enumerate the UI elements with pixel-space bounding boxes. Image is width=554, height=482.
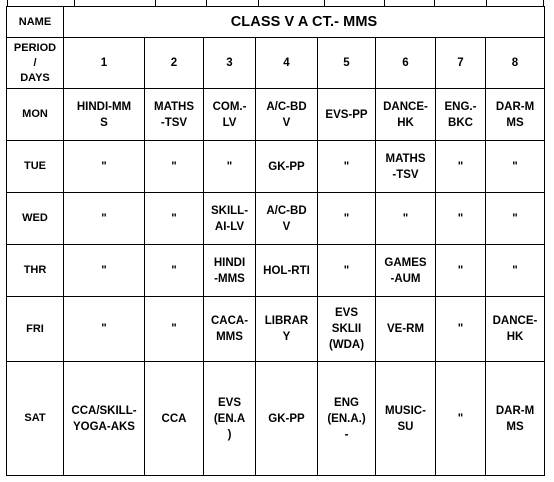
period-number: 1 [64,38,145,89]
subject-cell: GK-PP [256,362,318,476]
subject-cell: " [64,193,145,245]
day-row-mon [7,89,545,141]
subject-cell: COM.- LV [204,89,256,141]
subject-cell: MATHS -TSV [145,89,204,141]
day-row-fri [7,297,545,362]
subject-cell: LIBRAR Y [256,297,318,362]
period-number: 6 [376,38,436,89]
subject-cell: " [318,141,376,193]
subject-cell: VE-RM [376,297,436,362]
subject-cell: " [204,141,256,193]
subject-cell: " [376,193,436,245]
period-number: 5 [318,38,376,89]
day-label: TUE [7,141,64,193]
subject-cell: " [486,141,545,193]
subject-cell: ENG.- BKC [436,89,486,141]
subject-cell: " [145,193,204,245]
subject-cell: " [145,297,204,362]
subject-cell: MATHS -TSV [376,141,436,193]
day-row-tue [7,141,545,193]
day-label: MON [7,89,64,141]
title-row [7,7,545,38]
subject-cell: HINDI -MMS [204,245,256,297]
subject-cell: " [436,362,486,476]
subject-cell: " [436,297,486,362]
day-label: FRI [7,297,64,362]
subject-cell: " [436,245,486,297]
subject-cell: CCA [145,362,204,476]
subject-cell: " [486,193,545,245]
subject-cell: EVS-PP [318,89,376,141]
day-label: THR [7,245,64,297]
subject-cell: " [436,141,486,193]
subject-cell: " [486,245,545,297]
subject-cell: EVS SKLII (WDA) [318,297,376,362]
day-label: WED [7,193,64,245]
subject-cell: GK-PP [256,141,318,193]
name-label: NAME [7,7,64,38]
subject-cell: HOL-RTI [256,245,318,297]
subject-cell: A/C-BD V [256,89,318,141]
subject-cell: " [145,245,204,297]
subject-cell: " [64,141,145,193]
subject-cell: " [64,245,145,297]
subject-cell: CCA/SKILL- YOGA-AKS [64,362,145,476]
day-row-sat [7,362,545,476]
subject-cell: HINDI-MM S [64,89,145,141]
period-number: 3 [204,38,256,89]
period-number: 4 [256,38,318,89]
period-number: 8 [486,38,545,89]
subject-cell: DAR-M MS [486,89,545,141]
subject-cell: MUSIC- SU [376,362,436,476]
subject-cell: CACA- MMS [204,297,256,362]
subject-cell: EVS (EN.A ) [204,362,256,476]
period-days-label: PERIOD / DAYS [7,38,64,89]
day-row-thr [7,245,545,297]
timetable [6,6,545,476]
subject-cell: A/C-BD V [256,193,318,245]
period-number: 7 [436,38,486,89]
subject-cell: " [318,193,376,245]
subject-cell: " [64,297,145,362]
subject-cell: GAMES -AUM [376,245,436,297]
day-label: SAT [7,362,64,476]
period-header-row [7,38,545,89]
class-title: CLASS V A CT.- MMS [64,7,545,38]
subject-cell: " [318,245,376,297]
day-row-wed [7,193,545,245]
subject-cell: ENG (EN.A.) - [318,362,376,476]
subject-cell: " [436,193,486,245]
subject-cell: " [145,141,204,193]
period-number: 2 [145,38,204,89]
subject-cell: DAR-M MS [486,362,545,476]
subject-cell: SKILL- AI-LV [204,193,256,245]
subject-cell: DANCE- HK [486,297,545,362]
subject-cell: DANCE- HK [376,89,436,141]
